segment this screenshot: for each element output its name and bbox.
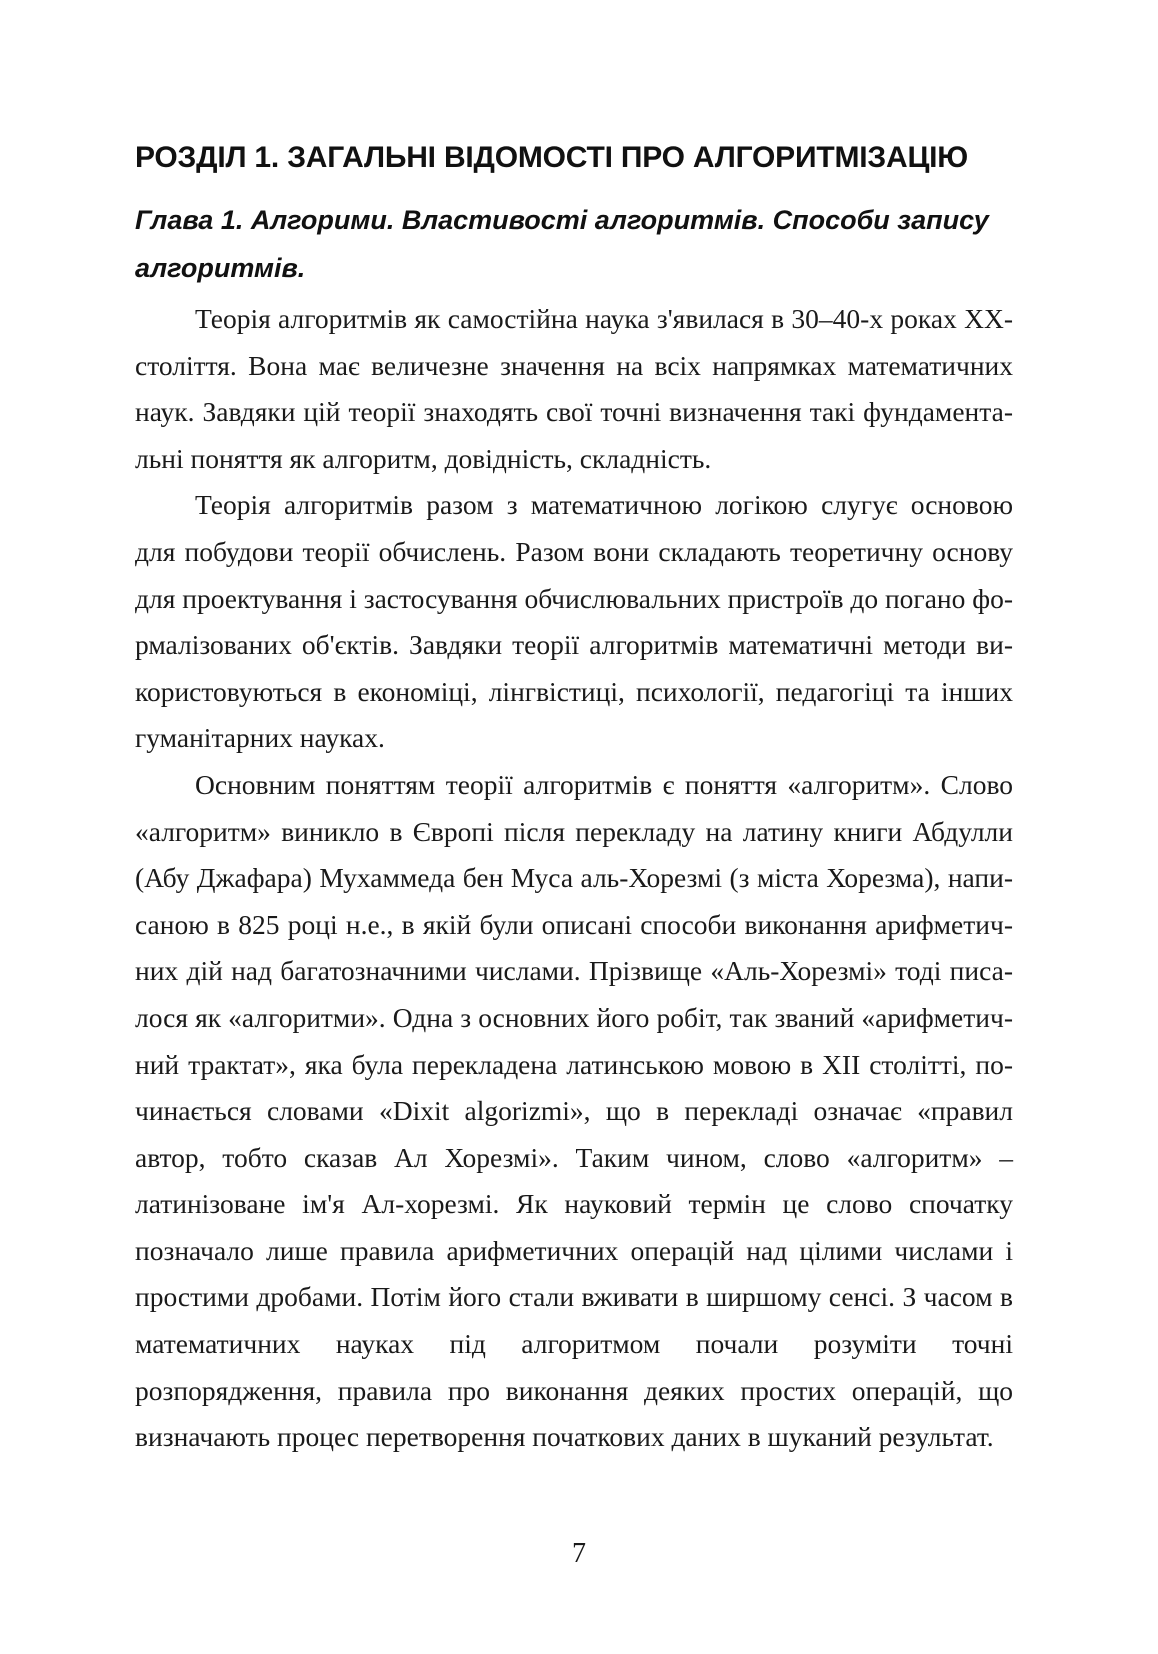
- chapter-heading: Глава 1. Алгорими. Властивості алгоритмів. Способи запису алгоритмів.: [135, 205, 989, 283]
- paragraph-2: Теорія алгоритмів разом з математичною логікою слугує основою для побудови теорії обчислень. Разом вони складають теоретичну основу для проектування і застосування обчислювальних пристроїв до погано формалізованих об'єктів. Завдяки теорії алгоритмів математичні методи використовуються в економіці, лінгвістиці, психології, педагогіці та інших гуманітарних науках.: [135, 489, 1013, 754]
- page-number: 7: [572, 1538, 586, 1569]
- section-heading: РОЗДІЛ 1. ЗАГАЛЬНІ ВІДОМОСТІ ПРО АЛГОРИТМІЗАЦІЮ: [135, 141, 969, 174]
- page-content: [135, 138, 1013, 1461]
- paragraph-1: Теорія алгоритмів як самостійна наука з'явилася в 30–40-х роках XX-століття. Вона має величезне значення на всіх напрямках математичних наук. Завдяки цій теорії знаходять свої точні визначення такі фундаментальні поняття як алгоритм, довідність, складність.: [135, 303, 1013, 474]
- paragraph-3: Основним поняттям теорії алгоритмів є поняття «алгоритм». Слово «алгоритм» виникло в Європі після перекладу на латину книги Абдулли (Абу Джафара) Мухаммеда бен Муса аль-Хорезмі (з міста Хорезма), написаною в 825 році н.е., в якій були описані способи виконання арифметичних дій над багатозначними числами. Прізвище «Аль-Хорезмі» тоді писалося як «алгоритми». Одна з основних його робіт, так званий «арифметичний трактат», яка була перекладена латинською мовою в XII столітті, починається словами «Dixit algorizmi», що в перекладі означає «правил автор, тобто сказав Ал Хорезмі». Таким чином, слово «алгоритм» – латинізоване ім'я Ал-хорезмі. Як науковий термін це слово спочатку позначало лише правила арифметичних операцій над цілими числами і простими дробами. Потім його стали вживати в ширшому сенсі. З часом в математичних науках під алгоритмом почали розуміти точні розпорядження, правила про виконання деяких простих операцій, що визначають процес перетворення початкових даних в шуканий результат.: [135, 768, 1013, 1453]
